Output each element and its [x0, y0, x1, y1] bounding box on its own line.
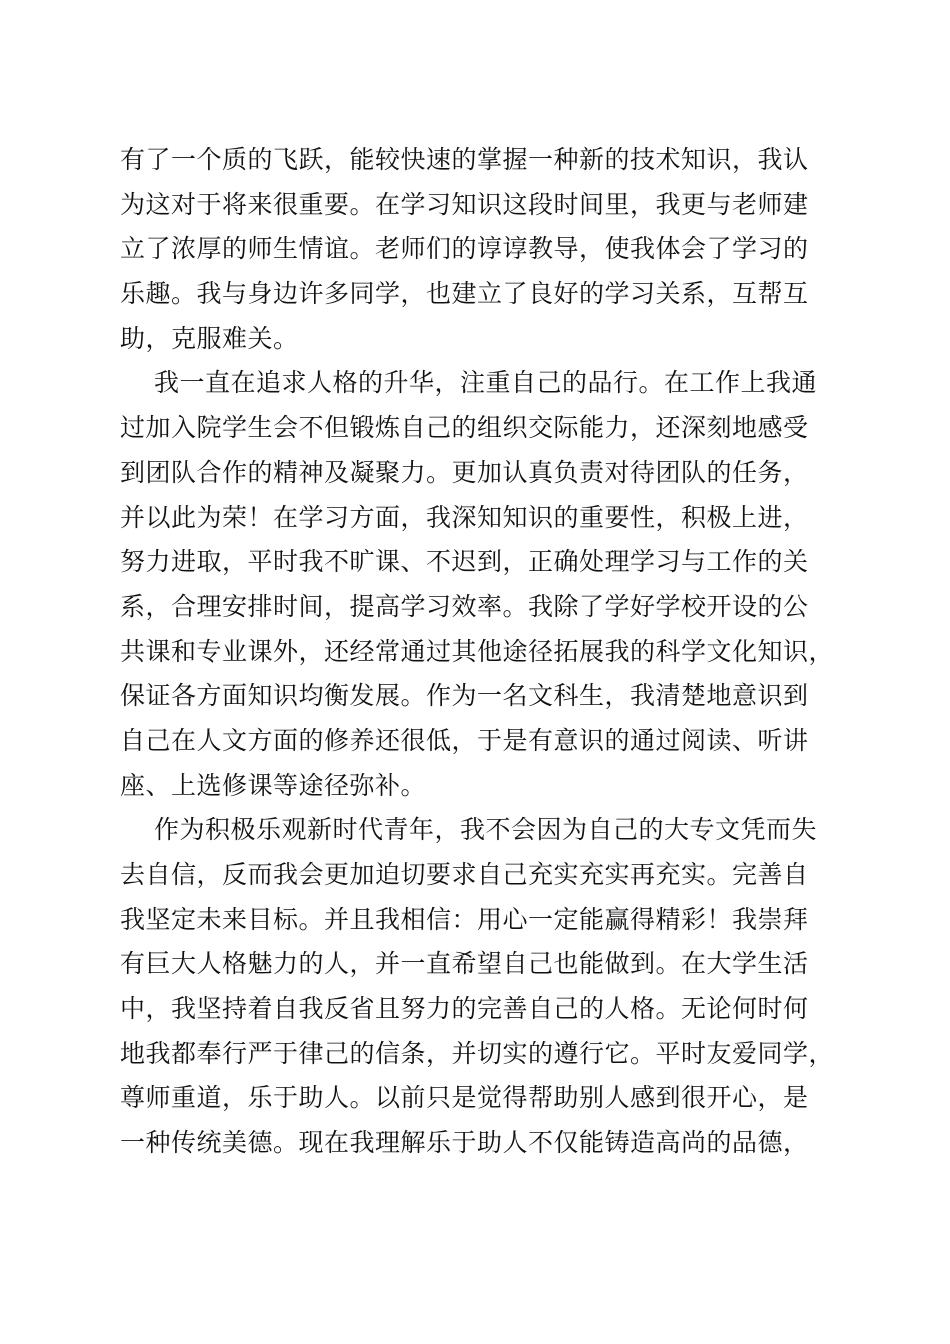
- text-line: 有巨大人格魅力的人，并一直希望自己也能做到。在大学生活: [120, 949, 809, 979]
- text-line: 过加入院学生会不但锻炼自己的组织交际能力，还深刻地感受: [120, 413, 809, 443]
- text-line: 为这对于将来很重要。在学习知识这段时间里，我更与老师建: [120, 189, 809, 219]
- document-body: [120, 138, 840, 1166]
- text-line: 到团队合作的精神及凝聚力。更加认真负责对待团队的任务，: [120, 457, 809, 487]
- text-line: 座、上选修课等途径弥补。: [120, 770, 427, 800]
- text-line: 努力进取，平时我不旷课、不迟到，正确处理学习与工作的关: [120, 547, 809, 577]
- text-line: 助，克服难关。: [120, 323, 299, 353]
- text-line: 共课和专业课外，还经常通过其他途径拓展我的科学文化知识，: [120, 636, 835, 666]
- text-line: 系，合理安排时间，提高学习效率。我除了学好学校开设的公: [120, 591, 809, 621]
- text-line: 自己在人文方面的修养还很低，于是有意识的通过阅读、听讲: [120, 725, 809, 755]
- text-line: 一种传统美德。现在我理解乐于助人不仅能铸造高尚的品德，: [120, 1128, 809, 1158]
- text-line: 中，我坚持着自我反省且努力的完善自己的人格。无论何时何: [120, 994, 809, 1024]
- text-line: 立了浓厚的师生情谊。老师们的谆谆教导，使我体会了学习的: [120, 234, 809, 264]
- text-line: 有了一个质的飞跃，能较快速的掌握一种新的技术知识，我认: [120, 145, 809, 174]
- paragraph-start-line: 作为积极乐观新时代青年，我不会因为自己的大专文凭而失: [154, 815, 818, 845]
- text-line: 尊师重道，乐于助人。以前只是觉得帮助别人感到很开心，是: [120, 1083, 809, 1113]
- text-line: 保证各方面知识均衡发展。作为一名文科生，我清楚地意识到: [120, 681, 809, 711]
- paragraph-start-line: 我一直在追求人格的升华，注重自己的品行。在工作上我通: [154, 368, 818, 398]
- text-line: 我坚定未来目标。并且我相信：用心一定能赢得精彩！我崇拜: [120, 904, 809, 934]
- text-line: 去自信，反而我会更加迫切要求自己充实充实再充实。完善自: [120, 860, 809, 889]
- text-line: 地我都奉行严于律己的信条，并切实的遵行它。平时友爱同学，: [120, 1038, 835, 1068]
- text-line: 并以此为荣！在学习方面，我深知知识的重要性，积极上进，: [120, 502, 809, 532]
- text-line: 乐趣。我与身边许多同学，也建立了良好的学习关系，互帮互: [120, 279, 809, 309]
